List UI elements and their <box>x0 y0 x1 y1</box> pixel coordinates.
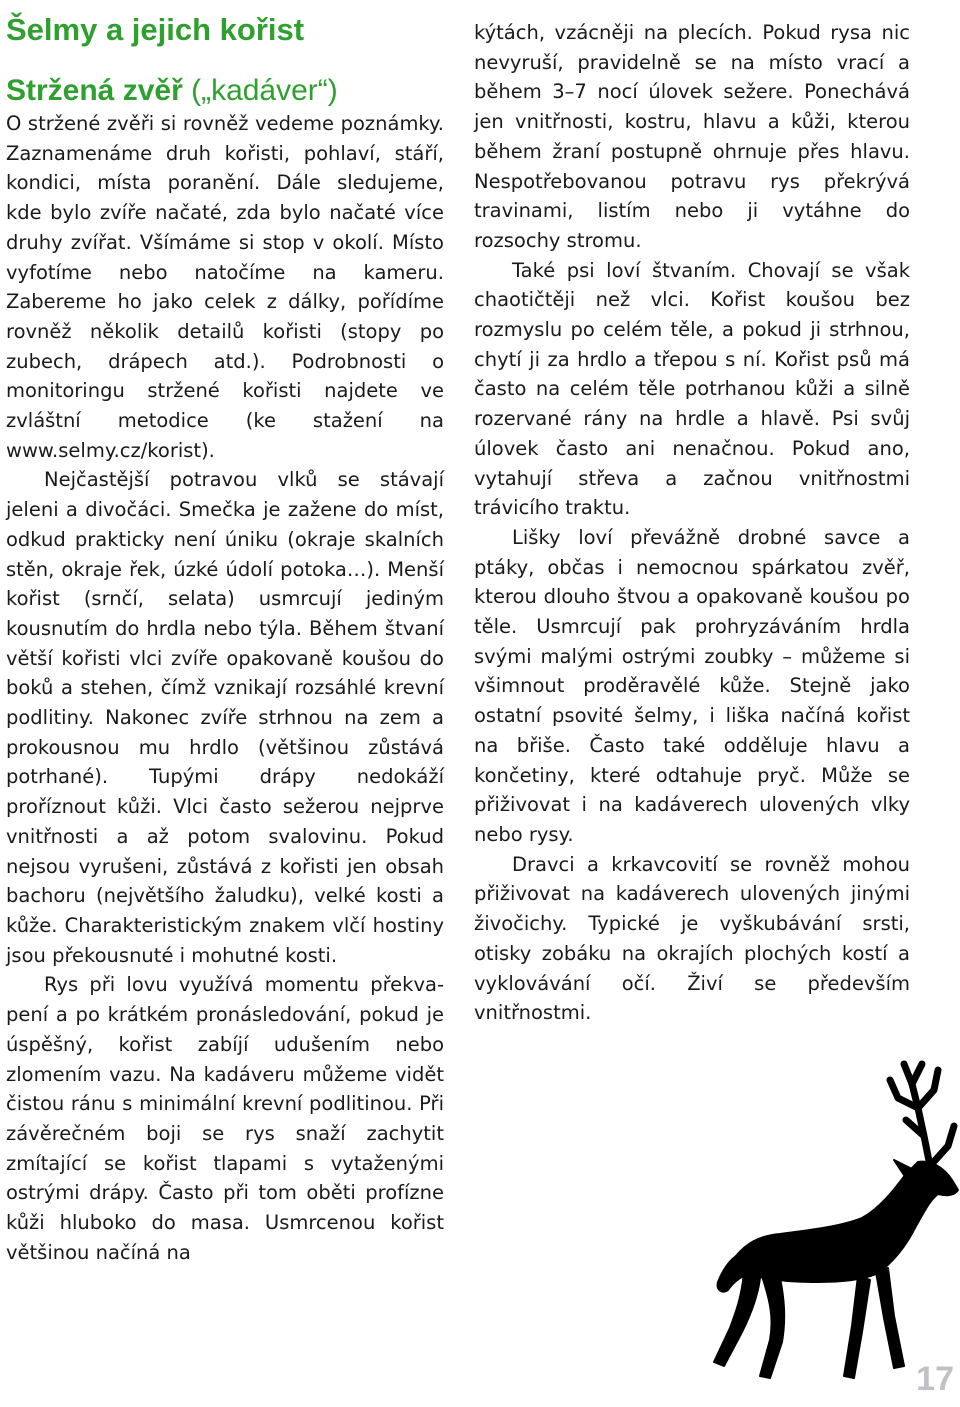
paragraph: O stržené zvěři si rovněž vedeme poznámky. Zaznamenáme druh kořisti, pohlaví, stáří, kondici, místa poranění. Dále sledujeme, kde bylo zvíře načaté, zda bylo načaté více druhy zvířat. Všímáme si stop v okolí. Místo vyfotíme nebo natočíme na kameru. Zabereme ho jako celek z dálky, pořídíme rovněž několik detailů kořisti (stopy po zubech, drápech atd.). Podrobnosti o monitoringu stržené kořisti najdete ve zvláštní metodice (ke stažení na www.selmy.cz/korist). <box>6 112 444 462</box>
paragraph: Také psi loví štvaním. Chovají se však chaotičtěji než vlci. Kořist koušou bez rozmyslu po celém těle, a pokud ji strhnou, chytí ji za hrdlo a třepou s ní. Kořist psů má často na celém těle potrhanou kůži a silně rozervané rány na hrdle a hlavě. Psi svůj úlovek často ani nenačnou. Pokud ano, vytahují střeva a začnou vnitřnostmi trávicího traktu. <box>474 258 910 520</box>
paragraph: Dravci a krkavcovití se rovněž mohou přiživovat na kadáverech ulovených jinými živočichy. Typické je vyškubávání srsti, otisky zobáku na okrajích plochých kostí a vyklovávání očí. Živí se především vnitřnostmi. <box>474 852 910 1025</box>
section-heading <box>6 73 444 109</box>
section-heading-note: („kadáver“) <box>182 74 338 107</box>
deer-silhouette-icon <box>662 1050 960 1390</box>
page-title: Šelmy a jejich kořist <box>6 12 305 47</box>
paragraph: Rys při lovu využívá momentu překvapení a po krátkém pronásledování, pokud je úspěšný, kořist zabíjí udušením nebo zlomením vazu. Na kadáveru můžeme vidět čistou ránu s minimální krevní podlitinou. Při závěrečném boji se rys snaží zachytit zmítající se kořist tlapami s vytaženými ostrými drápy. Často při tom oběti profízne kůži hluboko do masa. Usmrcenou kořist většinou načíná na <box>6 973 444 1264</box>
paragraph: kýtách, vzácněji na plecích. Pokud rysa nic nevyruší, pravidelně se na místo vrací a během 3–7 nocí úlovek sežere. Ponechává jen vnitřnosti, kostru, hlavu a kůži, kterou během žraní postupně ohrnuje přes hlavu. Nespotřebovanou potravu rys překrývá travinami, listím nebo ji vytáhne do rozsochy stromu. <box>474 21 910 252</box>
paragraph: Lišky loví převážně drobné savce a ptáky, občas i nemocnou spárkatou zvěř, kterou dlouho štvou a opakovaně koušou po těle. Usmrcují pak prohryzáváním hrdla svými malými ostrými zoubky – můžeme si všimnout proděravělé kůže. Stejně jako ostatní psovité šelmy, i liška načíná kořist na břiše. Často také odděluje hlavu a končetiny, které odtahuje pryč. Může se přiživovat i na kadáverech ulovených vlky nebo rysy. <box>474 525 910 846</box>
paragraph: Nejčastější potravou vlků se stávají jeleni a divočáci. Smečka je zažene do míst, odkud prakticky není úniku (okraje skalních stěn, okraje řek, úzké údolí potoka…). Menší kořist (srnčí, selata) usmrcují jediným kousnutím do hrdla nebo týla. Během štvaní větší kořisti vlci zvíře opakovaně koušou do boků a stehen, čímž vznikají rozsáhlé krevní podlitiny. Nakonec zvíře strhnou na zem a prokousnou mu hrdlo (většinou zůstává potrhané). Tupými drápy nedokáží proříznout kůži. Vlci často sežerou nejprve vnitřnosti a až potom svalovinu. Pokud nejsou vyrušeni, zůstává z kořisti jen obsah bachoru (největšího žaludku), velké kosti a kůže. Charakteristickým znakem vlčí hostiny jsou překousnuté i mohutné kosti. <box>6 468 444 967</box>
page-number: 17 <box>916 1360 954 1398</box>
section-heading-main: Stržená zvěř <box>6 74 183 107</box>
left-column <box>6 73 444 1267</box>
right-column <box>474 18 910 1028</box>
